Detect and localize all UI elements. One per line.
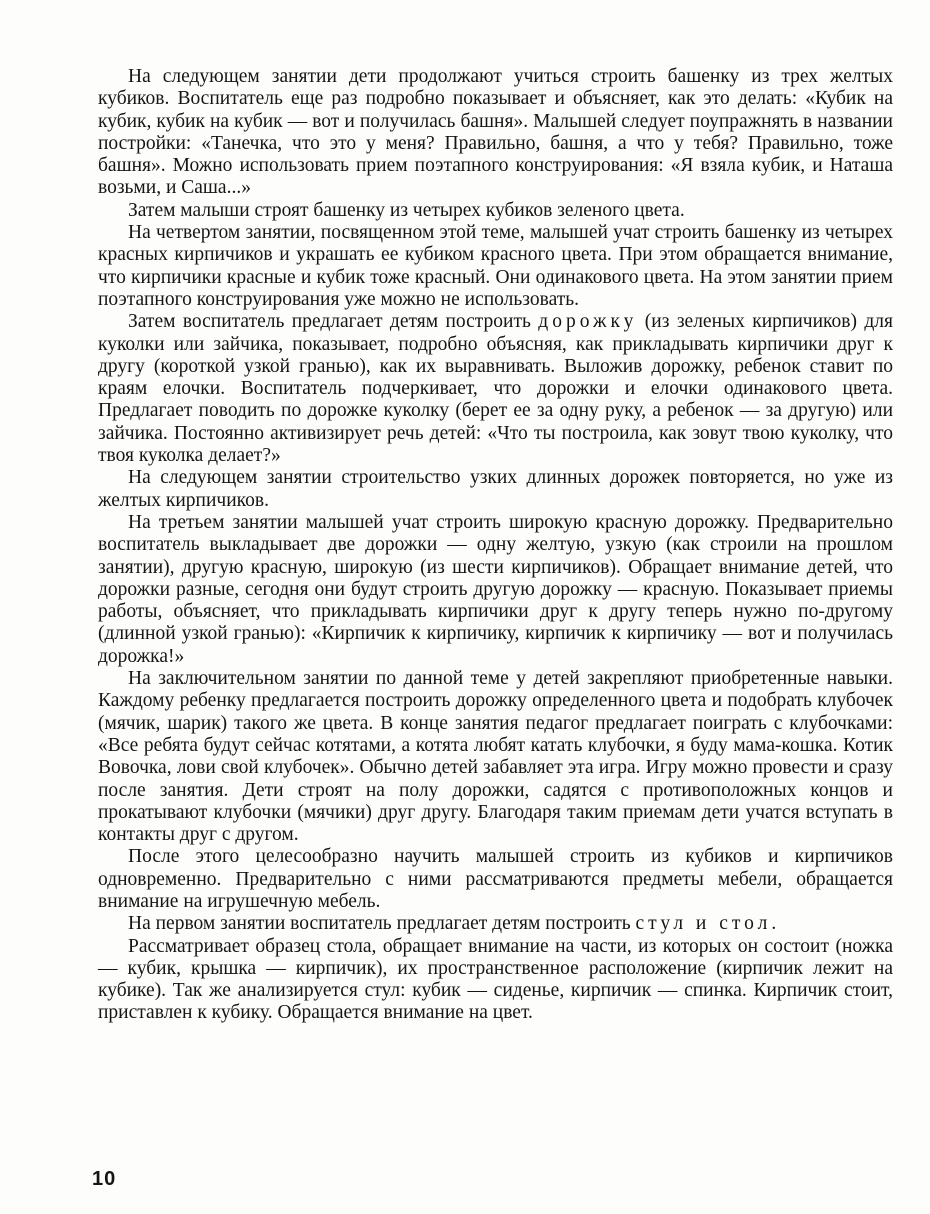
- emphasis-dorozhku: дорожку: [538, 311, 638, 333]
- page-number: 10: [92, 1168, 117, 1190]
- paragraph-4-rest: (из зеленых кирпичиков) для куколки или зайчика, показывает, подробно объясняя, как прикладывать кирпичики друг к другу (короткой узкой гранью), как их выравнивать. Выложив дорожку, ребенок ставит по краям елочки. Воспитатель подчеркивает, что дорожки и елочки одинакового цвета. Предлагает поводить по дорожке куколку (берет ее за одну руку, а ребенок — за другую) или зайчика. Постоянно активизирует речь детей: «Что ты построила, как зовут твою куколку, что твоя куколка делает?»: [98, 311, 893, 467]
- paragraph-4-start: Затем воспитатель предлагает детям построить: [128, 311, 539, 333]
- paragraph-2: Затем малыши строят башенку из четырех кубиков зеленого цвета.: [128, 199, 685, 221]
- paragraph-8: После этого целесообразно научить малышей строить из кубиков и кирпичиков одновременно. Предварительно с ними рассматриваются предметы мебели, обращается внимание на игрушечную мебель.: [98, 846, 893, 912]
- paragraph-5: На следующем занятии строительство узких длинных дорожек повторяется, но уже из желтых кирпичиков.: [98, 467, 893, 511]
- emphasis-stul-i-stol: стул и стол: [635, 913, 772, 935]
- paragraph-7: На заключительном занятии по данной теме у детей закрепляют приобретенные навыки. Каждому ребенку предлагается построить дорожку определенного цвета и подобрать клубочек (мячик, шарик) такого же цвета. В конце занятия педагог предлагает поиграть с клубочками: «Все ребята будут сейчас котятами, а котята любят катать клубочки, я буду мама-кошка. Котик Вовочка, лови свой клубочек». Обычно детей забавляет эта игра. Игру можно провести и сразу после занятия. Дети строят на полу дорожки, садятся с противоположных концов и прокатывают клубочки (мячики) друг другу. Благодаря таким приемам дети учатся вступать в контакты друг с другом.: [98, 668, 893, 846]
- paragraph-6: На третьем занятии малышей учат строить широкую красную дорожку. Предварительно воспитатель выкладывает две дорожки — одну желтую, узкую (как строили на прошлом занятии), другую красную, широкую (из шести кирпичиков). Обращает внимание детей, что дорожки разные, сегодня они будут строить другую дорожку — красную. Показывает приемы работы, объясняет, что прикладывать кирпичики друг к другу теперь нужно по-другому (длинной узкой гранью): «Кирпичик к кирпичику, кирпичик к кирпичику — вот и получилась дорожка!»: [98, 511, 893, 667]
- paragraph-1: На следующем занятии дети продолжают учиться строить башенку из трех желтых кубиков. Воспитатель еще раз подробно показывает и объясняет, как это делать: «Кубик на кубик, кубик на кубик — вот и получилась башня». Малышей следует поупражнять в названии постройки: «Танечка, что это у меня? Правильно, башня, а что у тебя? Правильно, тоже башня». Можно использовать прием поэтапного конструирования: «Я взяла кубик, и Наташа возьми, и Саша...»: [98, 66, 893, 199]
- paragraph-3: На четвертом занятии, посвященном этой теме, малышей учат строить башенку из четырех красных кирпичиков и украшать ее кубиком красного цвета. При этом обращается внимание, что кирпичики красные и кубик тоже красный. Они одинакового цвета. На этом занятии прием поэтапного конструирования уже можно не использовать.: [98, 222, 893, 310]
- paragraph-4: [98, 311, 893, 467]
- paragraph-10: Рассматривает образец стола, обращает внимание на части, из которых он состоит (ножка — кубик, крышка — кирпичик), их пространственное расположение (кирпичик лежит на кубике). Так же анализируется стул: кубик — сиденье, кирпичик — спинка. Кирпичик стоит, приставлен к кубику. Обращается внимание на цвет.: [98, 935, 893, 1024]
- paragraph-9-start: На первом занятии воспитатель предлагает детям построить: [128, 913, 636, 935]
- paragraph-9-end: .: [771, 913, 777, 935]
- paragraph-9: [98, 913, 893, 935]
- body-text: [98, 66, 893, 1025]
